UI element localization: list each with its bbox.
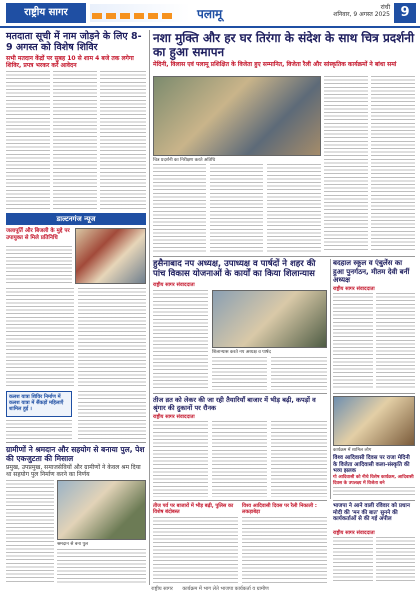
- footer-brand: राष्ट्रीय सागर: [151, 586, 173, 592]
- left-box-text: [6, 420, 72, 440]
- mid-story2-headline: तीज व्रत को लेकर की जा रही तैयारियाँ बाजार में भीड़ बढ़ी, कपड़ों व श्रृंगार की दुकानों पर रौनक: [153, 396, 316, 412]
- protest-photo: [75, 228, 146, 284]
- column-divider: [149, 30, 150, 585]
- left-top-text-col1: [6, 71, 50, 211]
- mann-ki-baat-headline: भाजपा ने आने वाली रविवार को प्रधान मोदी की 'मन की बात' सुनने की कार्यकर्ताओं से की गई अपील: [333, 503, 410, 522]
- mid-story2-byline: राष्ट्रीय सागर संवाददाता: [153, 414, 195, 420]
- page-number: 9: [394, 3, 416, 23]
- adivasi-subhead: गो आदिवासी को नीचे विशेष कार्यक्रम, आदिवासी दिवस के उपलक्ष्य में विजेता बने: [333, 475, 414, 486]
- adivasi-photo: [333, 396, 415, 446]
- adivasi-text: [333, 487, 415, 497]
- left-bottom-headline: ग्रामीणों ने श्रमदान और सहयोग से बनाया पुल, पेश की एकजुटता की मिसाल: [6, 445, 145, 463]
- lead-photo: [153, 76, 321, 156]
- right-mid-byline: राष्ट्रीय सागर संवाददाता: [333, 286, 375, 292]
- lead-text-col5: [371, 76, 415, 252]
- lead-text-col3: [267, 164, 321, 252]
- lead-subhead: मेदिनी, विलास एवं पलामू प्रशिक्षित के विजेता हुए सम्मानित, विजेता रैली और सांस्कृतिक कार्यक्रमों ने बांधा समां: [153, 61, 397, 68]
- left-bottom-subhead: प्रमुख, उपप्रमुख, समाजसेवियों और ग्रामीणों ने केवल श्रम दिया था सहयोग पुल निर्माण करने का निर्णय: [6, 464, 141, 478]
- mid-photo: [212, 290, 327, 348]
- separator: [153, 500, 327, 501]
- mid-text-col1: [153, 290, 208, 390]
- left-bottom-text-col1: [6, 480, 54, 584]
- separator: [6, 442, 146, 443]
- footer: [0, 586, 420, 594]
- masthead-rule: [0, 26, 420, 28]
- lead-headline: नशा मुक्ति और हर घर तिरंगा के संदेश के साथ चित्र प्रदर्शनी का हुआ समापन: [153, 31, 415, 59]
- bridge-photo-caption: श्रमदान से बना पुल: [57, 542, 89, 547]
- highlight-box: [6, 391, 72, 417]
- left-bottom-text-col2: [57, 549, 146, 584]
- bridge-photo: [57, 480, 146, 540]
- mann-ki-baat-byline: राष्ट्रीय सागर संवाददाता: [333, 530, 375, 536]
- mid2-text-col3: [271, 421, 327, 497]
- bottom-mid1-headline: तीज पर्व पर बाजारों में भीड़ बढ़ी, पुलिस का विशेष बंदोबस्त: [153, 503, 234, 515]
- lead-text-col2: [210, 164, 263, 252]
- left-mid-headline: जलापूर्ति और बिजली के मुद्दे पर उपायुक्त से मिले प्रतिनिधि: [6, 228, 70, 241]
- left-mid-text: [6, 246, 72, 284]
- right-bottom-caption: कार्यक्रम में भाग लेते भाजपा कार्यकर्ता व ग्रामीण: [182, 586, 269, 592]
- right-mid-text-col2: [376, 293, 415, 389]
- left-top-text-col2: [53, 71, 97, 211]
- mann-text-col1: [333, 537, 373, 584]
- lead-text-col1: [153, 164, 206, 252]
- flag-decoration: [90, 4, 190, 22]
- highlight-box-text: कलश यात्रा शिविर निर्माण में कलश यात्रा में सैंकड़ों महिलाएँ शामिल हुई ।: [9, 394, 64, 412]
- separator: [153, 256, 415, 257]
- right-mid-text-col1: [333, 293, 373, 389]
- section-band: डाल्टनगंज न्यूज: [6, 213, 146, 225]
- mid2-text-col1: [153, 421, 208, 497]
- brand-logo: राष्ट्रीय सागर: [6, 3, 86, 23]
- left-top-headline: मतदाता सूची में नाम जोड़ने के लिए 8-9 अगस्त को विशेष शिविर: [6, 31, 142, 53]
- bottom-mid2-headline: विश्व आदिवासी दिवस पर रैली निकाली : लकड़ाबेड़ा: [242, 503, 317, 515]
- section-title: पलामू: [197, 7, 223, 21]
- masthead: [0, 0, 420, 27]
- separator: [333, 393, 415, 394]
- separator: [153, 393, 327, 394]
- adivasi-headline: विश्व आदिवासी दिवस पर राजा मेदिनी के विजेता आदिवासी कला-संस्कृति की भव्य झलक: [333, 455, 410, 474]
- left-mid-text-col2: [78, 288, 146, 388]
- right-mid-headline: बदहाल स्कूल व एंबुलेंस का हुआ पुनर्गठन, मीतम देवी बनीं अध्यक्ष: [333, 259, 410, 284]
- mann-text-col2: [376, 537, 415, 584]
- bottom-mid1-text: [153, 517, 238, 584]
- adivasi-photo-caption: कार्यक्रम में शामिल लोग: [333, 448, 372, 453]
- mid-story-headline: हुसैनाबाद नप अध्यक्ष, उपाध्यक्ष व पार्षदों ने शहर की पांच विकास योजनाओं के कार्यों का किया शिलान्यास: [153, 259, 316, 279]
- left-top-subhead: सभी मतदान केंद्रों पर सुबह 10 से शाम 4 बजे तक लगेगा शिविर, प्रपत्र भरकर करें आवेदन: [6, 55, 134, 69]
- mid-photo-caption: शिलान्यास करते नप अध्यक्ष व पार्षद: [212, 350, 271, 355]
- mid-text-col2: [212, 357, 267, 390]
- left-mid-text-col1: [6, 288, 74, 388]
- column-divider: [330, 259, 331, 499]
- bottom-mid2-text: [242, 517, 327, 584]
- edition-date: शनिवार, 9 अगस्त 2025: [333, 11, 390, 18]
- mid-story-byline: राष्ट्रीय सागर संवाददाता: [153, 282, 195, 288]
- dateline: [333, 4, 390, 18]
- separator: [333, 500, 415, 501]
- lead-text-col4: [324, 76, 368, 252]
- lead-photo-caption: चित्र प्रदर्शनी का निरीक्षण करते अतिथि: [153, 158, 216, 163]
- mid-text-col3: [271, 357, 327, 390]
- left-col-text3: [78, 391, 146, 440]
- edition-city: रांची: [380, 4, 390, 11]
- mid2-text-col2: [212, 421, 267, 497]
- left-top-text-col3: [100, 71, 146, 211]
